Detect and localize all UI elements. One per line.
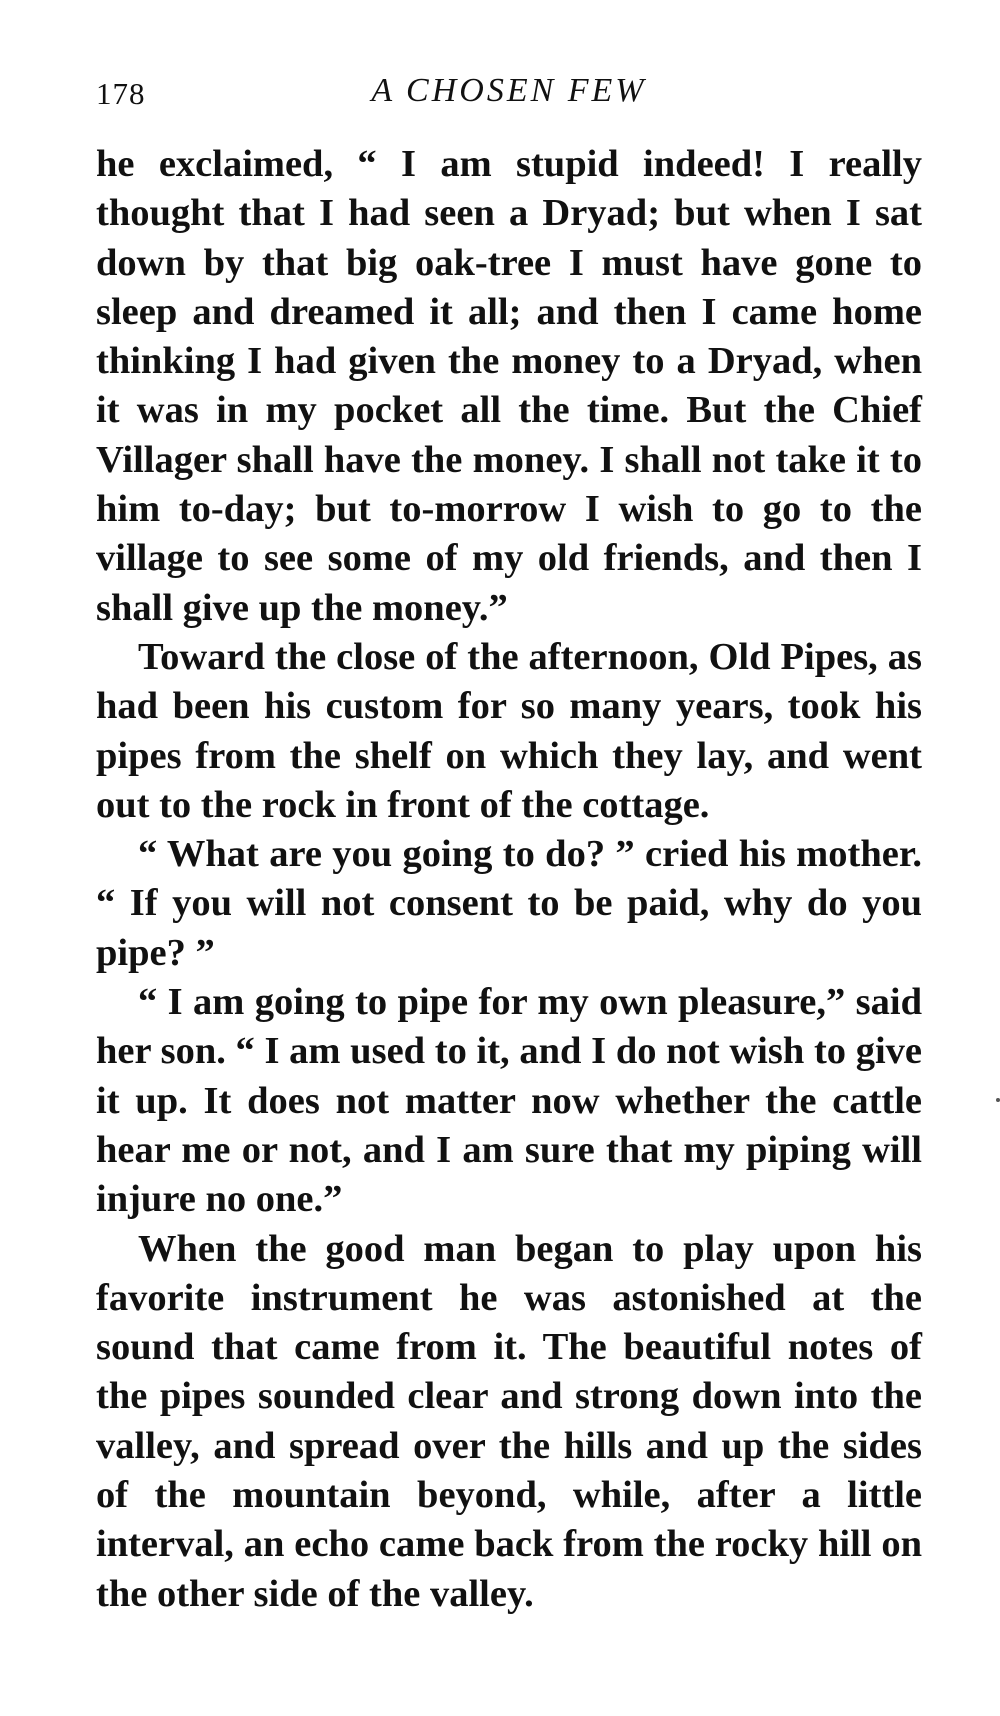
book-title: A CHOSEN FEW: [371, 72, 647, 109]
running-head: [96, 72, 922, 122]
paragraph: Toward the close of the afternoon, Old Pipes, as had been his custom for so many years, took his pipes from the shelf on which they lay, and went out to the rock in front of the cottage.: [96, 635, 922, 826]
paragraph: “ I am going to pipe for my own pleasure,” said her son. “ I am used to it, and I do not wish to give it up. It does not matter now whether the cattle hear me or not, and I am sure that my piping will injure no one.”: [96, 981, 922, 1221]
scan-speck: [996, 1098, 1000, 1102]
paragraph: “ What are you going to do? ” cried his mother. “ If you will not consent to be paid, why do you pipe? ”: [96, 833, 922, 974]
body-text: [96, 140, 922, 1619]
paragraph-continued: he exclaimed, “ I am stupid indeed! I really thought that I had seen a Dryad; but when I sat down by that big oak-tree I must have gone to sleep and dreamed it all; and then I came home thinking I had given the money to a Dryad, when it was in my pocket all the time. But the Chief Villager shall have the money. I shall not take it to him to-day; but to-morrow I wish to go to the village to see some of my old friends, and then I shall give up the money.”: [96, 143, 922, 629]
paragraph: When the good man began to play upon his favorite instrument he was astonished at the sound that came from it. The beautiful notes of the pipes sounded clear and strong down into the valley, and spread over the hills and up the sides of the mountain beyond, while, after a little interval, an echo came back from the rocky hill on the other side of the valley.: [96, 1227, 922, 1615]
page-number: 178: [96, 76, 146, 111]
